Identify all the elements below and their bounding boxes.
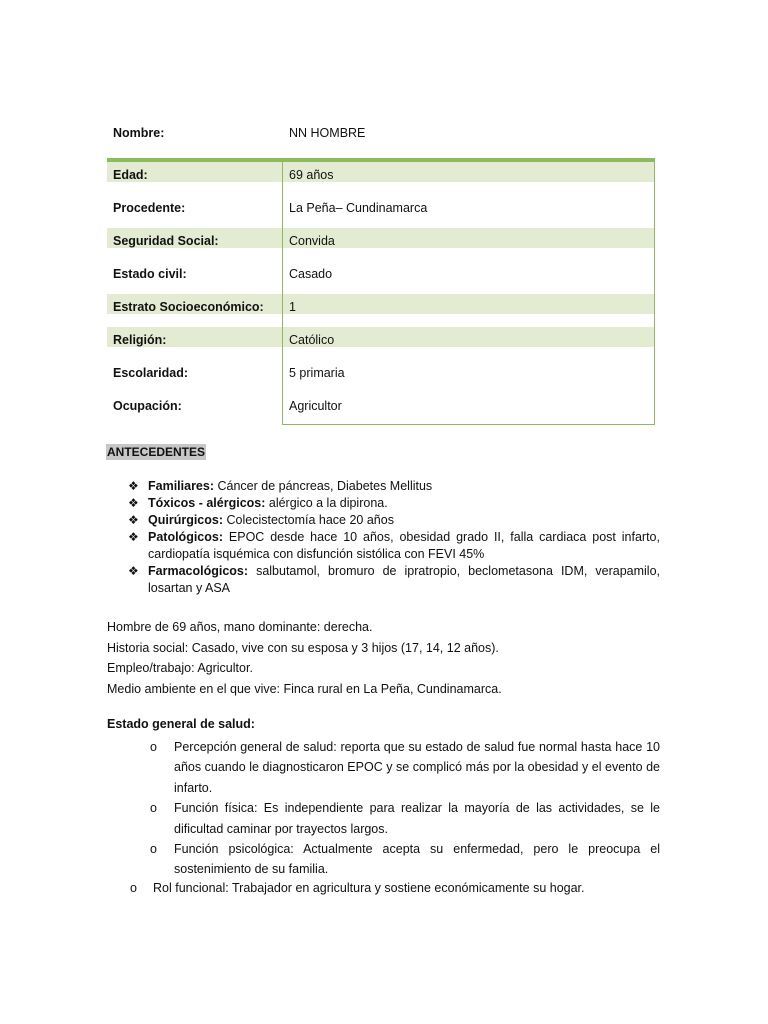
item-text: Percepción general de salud: reporta que su estado de salud fue normal hasta hace 10 años cuando le diagnosticaron EPOC y se complicó más por la obesidad y el evento de infarto.	[174, 740, 660, 795]
row-label: Procedente:	[113, 201, 186, 215]
item-label: Familiares:	[148, 479, 215, 493]
row-value: Casado	[289, 267, 333, 281]
row-label: Estrato Socioeconómico:	[107, 294, 283, 314]
circle-bullet-icon: o	[150, 801, 157, 816]
item-label: Quirúrgicos:	[148, 513, 224, 527]
row-label: Seguridad Social:	[107, 228, 283, 248]
table-row	[107, 162, 655, 195]
diamond-bullet-icon: ❖	[128, 530, 139, 544]
history-line: Hombre de 69 años, mano dominante: derecha.	[107, 620, 373, 634]
row-value: 5 primaria	[289, 366, 345, 380]
row-value: 69 años	[283, 162, 655, 182]
list-item	[128, 529, 660, 563]
rol-text: Rol funcional: Trabajador en agricultura y sostiene económicamente su hogar.	[153, 881, 585, 895]
list-item	[150, 839, 660, 880]
table-row	[107, 120, 655, 162]
item-label: Farmacológicos:	[148, 564, 249, 578]
row-value: La Peña– Cundinamarca	[289, 201, 428, 215]
table-row	[107, 228, 655, 261]
row-label: Edad:	[107, 162, 283, 182]
diamond-bullet-icon: ❖	[128, 496, 139, 510]
list-item	[128, 495, 660, 512]
item-label: Tóxicos - alérgicos:	[148, 496, 266, 510]
diamond-bullet-icon: ❖	[128, 479, 139, 493]
row-value: 1	[283, 294, 655, 314]
row-label: Nombre:	[113, 126, 165, 140]
section-heading: ANTECEDENTES	[107, 445, 206, 459]
row-value: NN HOMBRE	[289, 126, 366, 140]
row-value: Convida	[283, 228, 655, 248]
table-row	[107, 360, 655, 393]
table-row	[107, 261, 655, 294]
history-paragraph	[107, 617, 667, 699]
circle-bullet-icon: o	[150, 740, 157, 754]
item-text: Colecistectomía hace 20 años	[223, 513, 394, 527]
patient-table	[107, 120, 655, 426]
history-line: Medio ambiente en el que vive: Finca rural en La Peña, Cundinamarca.	[107, 681, 502, 696]
row-label: Escolaridad:	[113, 366, 189, 380]
list-item	[150, 737, 660, 798]
item-text: Función psicológica: Actualmente acepta su enfermedad, pero le preocupa el sostenimiento de su familia.	[174, 842, 660, 877]
row-label: Estado civil:	[113, 267, 187, 281]
item-text: salbutamol, bromuro de ipratropio, beclometasona IDM, verapamilo, losartan y ASA	[148, 564, 660, 595]
item-text: EPOC desde hace 10 años, obesidad grado II, falla cardiaca post infarto, cardiopatía isquémica con disfunción sistólica con FEVI 45%	[148, 530, 660, 561]
row-value: Agricultor	[289, 399, 342, 413]
antecedentes-list	[128, 478, 660, 597]
diamond-bullet-icon: ❖	[128, 513, 139, 527]
list-item	[128, 563, 660, 597]
row-value: Católico	[283, 327, 655, 347]
table-row	[107, 327, 655, 360]
item-text: alérgico a la dipirona.	[265, 496, 388, 510]
item-label: Patológicos:	[148, 530, 224, 544]
estado-title: Estado general de salud:	[107, 717, 255, 731]
history-line: Empleo/trabajo: Agricultor.	[107, 661, 253, 675]
table-row	[107, 294, 655, 327]
row-label: Ocupación:	[113, 399, 182, 413]
circle-bullet-icon: o	[150, 842, 157, 857]
table-row	[107, 393, 655, 426]
history-line: Historia social: Casado, vive con su esposa y 3 hijos (17, 14, 12 años).	[107, 640, 499, 655]
list-item	[150, 798, 660, 839]
table-row	[107, 195, 655, 228]
list-item	[128, 512, 660, 529]
item-text: Función física: Es independiente para realizar la mayoría de las actividades, se le dificultad caminar por trayectos largos.	[174, 801, 660, 836]
estado-list	[150, 737, 660, 880]
row-label: Religión:	[107, 327, 283, 347]
list-item	[128, 478, 660, 495]
item-text: Cáncer de páncreas, Diabetes Mellitus	[214, 479, 433, 493]
rol-item	[130, 878, 670, 898]
circle-bullet-icon: o	[130, 881, 137, 895]
diamond-bullet-icon: ❖	[128, 564, 139, 578]
